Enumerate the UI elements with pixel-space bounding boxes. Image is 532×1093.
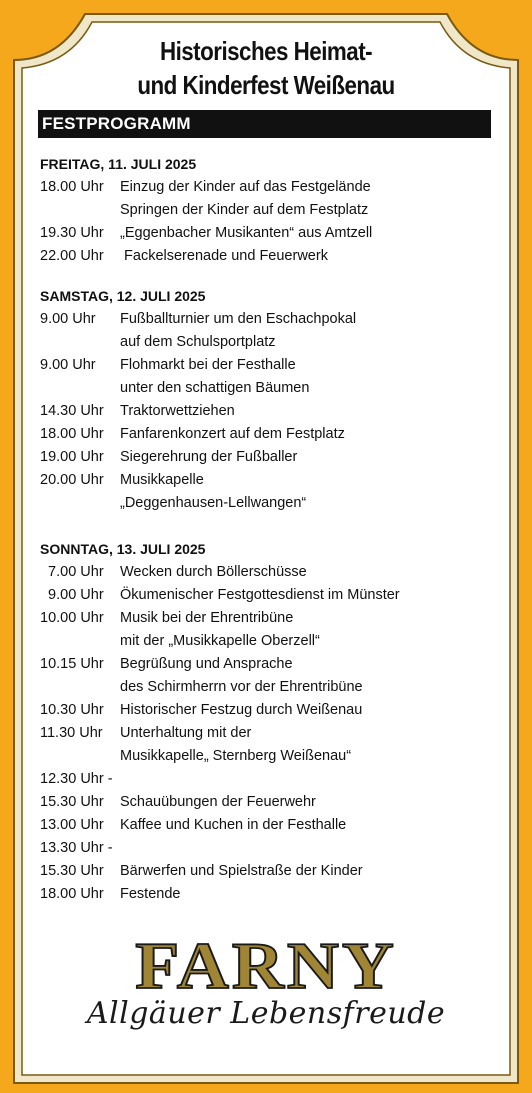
row-description: Begrüßung und Ansprache <box>120 656 293 672</box>
row-description: des Schirmherrn vor der Ehrentribüne <box>120 679 363 695</box>
row-description: „Deggenhausen-Lellwangen“ <box>120 495 307 511</box>
row-description: Bärwerfen und Spielstraße der Kinder <box>120 863 363 879</box>
row-description: Springen der Kinder auf dem Festplatz <box>120 202 369 218</box>
row-description: Fanfarenkonzert auf dem Festplatz <box>120 426 345 442</box>
row-description: Musik bei der Ehrentribüne <box>120 610 294 626</box>
row-description: Siegerehrung der Fußballer <box>120 449 298 465</box>
row-description: Musikkapelle„ Sternberg Weißenau“ <box>120 748 352 764</box>
row-time: 18.00 Uhr <box>40 426 104 442</box>
row-description: Wecken durch Böllerschüsse <box>120 564 307 580</box>
row-description: Festende <box>120 886 181 902</box>
row-time: 11.30 Uhr <box>40 725 103 741</box>
row-time: 20.00 Uhr <box>40 472 104 488</box>
row-time: 18.00 Uhr <box>40 179 104 195</box>
row-time: 19.30 Uhr <box>40 225 104 241</box>
row-time: 18.00 Uhr <box>40 886 104 902</box>
day-heading: FREITAG, 11. JULI 2025 <box>40 156 197 172</box>
farny-logo: FARNY <box>135 929 397 1003</box>
row-description: Traktorwettziehen <box>120 403 235 419</box>
row-time: 7.00 Uhr <box>40 564 104 580</box>
section-label: FESTPROGRAMM <box>42 114 191 133</box>
row-description: Schauübungen der Feuerwehr <box>120 794 316 810</box>
row-description: unter den schattigen Bäumen <box>120 380 310 396</box>
row-description: Fußballturnier um den Eschachpokal <box>120 311 357 327</box>
row-description: mit der „Musikkapelle Oberzell“ <box>120 633 320 649</box>
row-description: Fackelserenade und Feuerwerk <box>120 248 328 264</box>
row-description: auf dem Schulsportplatz <box>120 334 276 350</box>
row-time: 9.00 Uhr <box>40 587 104 603</box>
row-description: Ökumenischer Festgottesdienst im Münster <box>120 587 400 603</box>
row-time: 12.30 Uhr - <box>40 771 113 787</box>
title-line-1: Historisches Heimat- <box>159 36 373 66</box>
row-description: Historischer Festzug durch Weißenau <box>120 702 363 718</box>
row-time: 10.15 Uhr <box>40 656 104 672</box>
section-bar <box>38 110 491 138</box>
row-description: Unterhaltung mit der <box>120 725 252 741</box>
row-time: 14.30 Uhr <box>40 403 104 419</box>
logo-tagline: Allgäuer Lebensfreude <box>86 996 446 1031</box>
row-time: 10.00 Uhr <box>40 610 104 626</box>
row-time: 9.00 Uhr <box>40 311 96 327</box>
row-description: Flohmarkt bei der Festhalle <box>120 357 296 373</box>
row-description: Musikkapelle <box>120 472 204 488</box>
row-description: Einzug der Kinder auf das Festgelände <box>120 179 371 195</box>
row-time: 22.00 Uhr <box>40 248 104 264</box>
row-time: 15.30 Uhr <box>40 863 104 879</box>
row-description: Kaffee und Kuchen in der Festhalle <box>120 817 347 833</box>
row-time: 13.00 Uhr <box>40 817 104 833</box>
row-description: „Eggenbacher Musikanten“ aus Amtzell <box>120 225 373 241</box>
row-time: 13.30 Uhr - <box>40 840 113 856</box>
day-heading: SONNTAG, 13. JULI 2025 <box>40 541 206 557</box>
day-heading: SAMSTAG, 12. JULI 2025 <box>40 288 206 304</box>
title-line-2: und Kinderfest Weißenau <box>137 70 395 100</box>
row-time: 19.00 Uhr <box>40 449 104 465</box>
row-time: 15.30 Uhr <box>40 794 104 810</box>
row-time: 9.00 Uhr <box>40 357 96 373</box>
row-time: 10.30 Uhr <box>40 702 104 718</box>
